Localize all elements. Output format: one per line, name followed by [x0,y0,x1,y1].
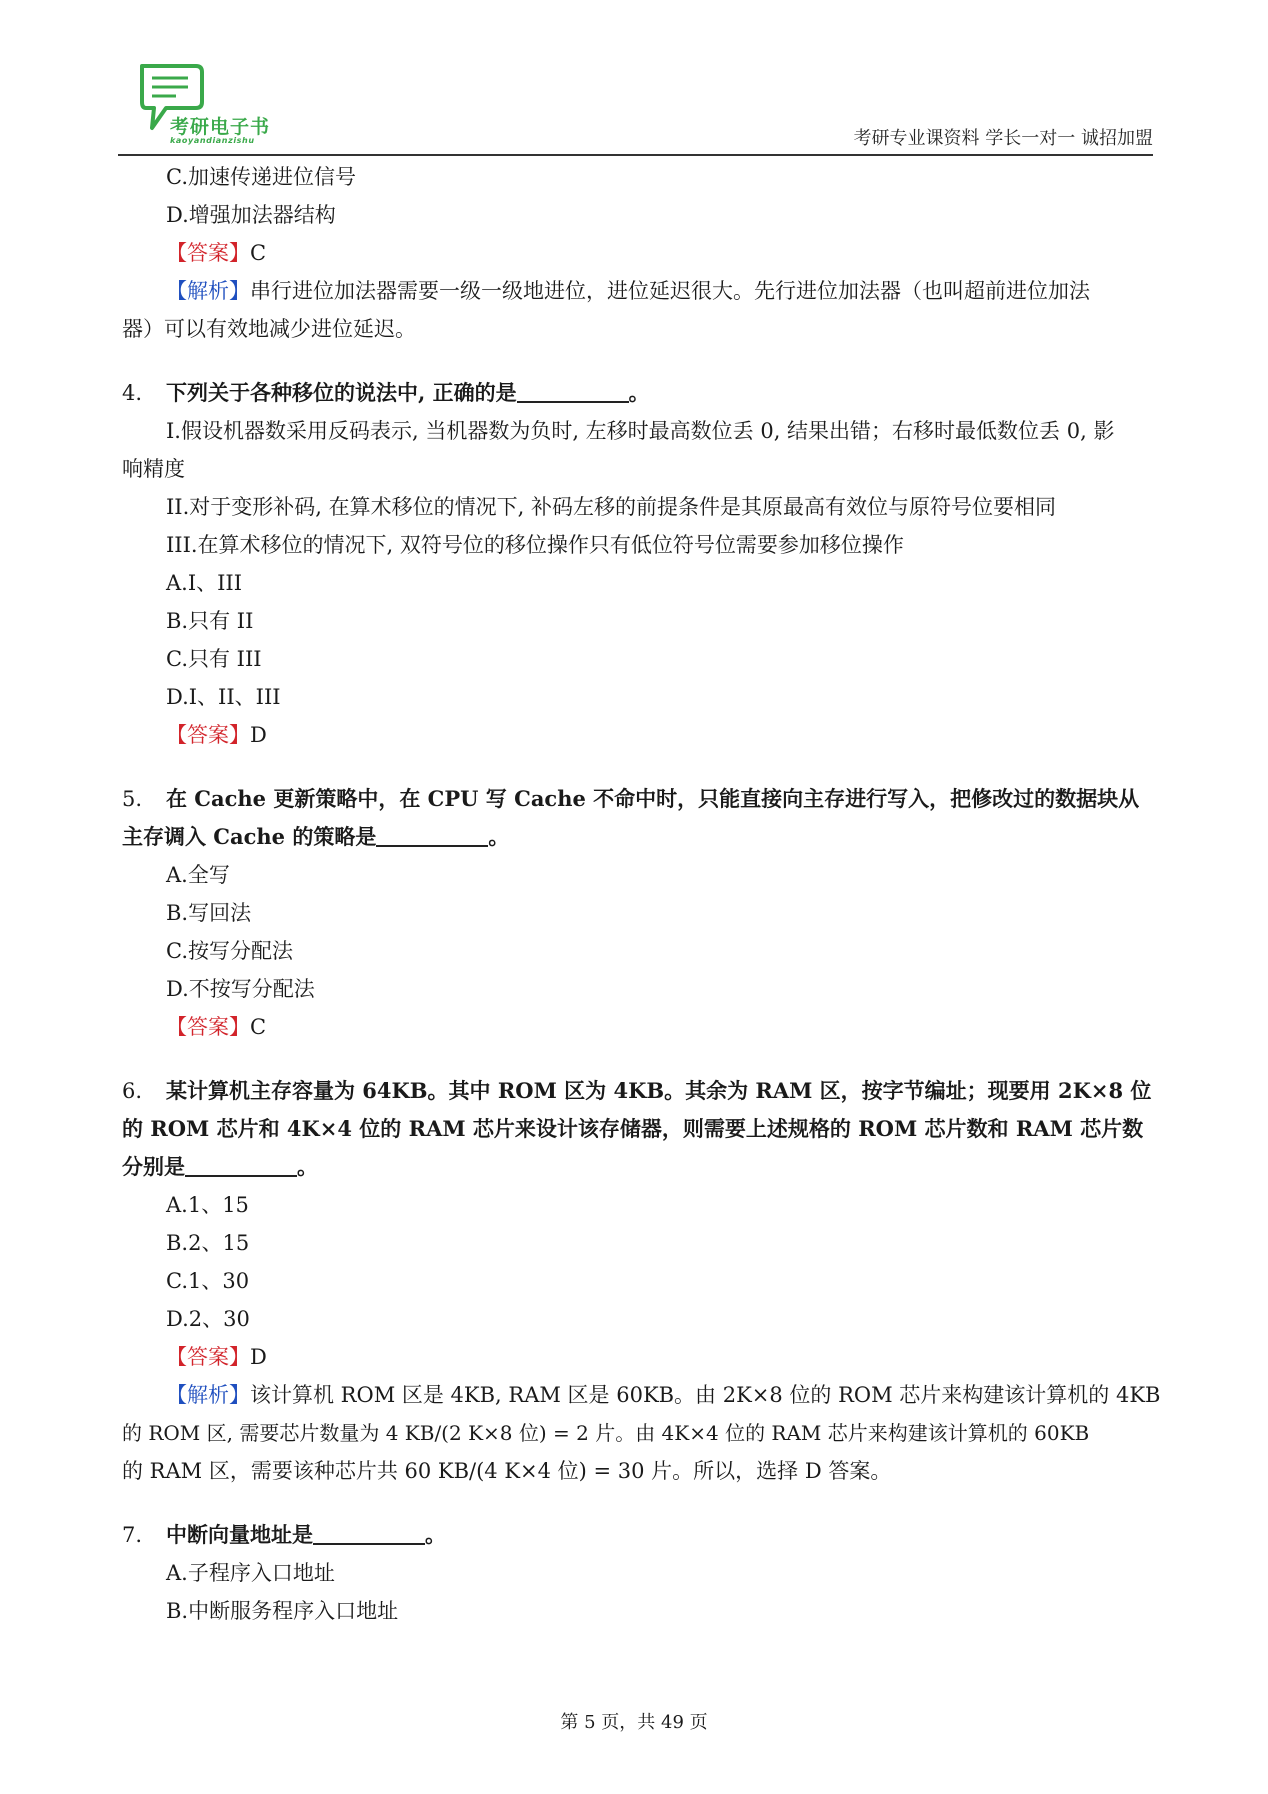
question-text: 某计算机主存容量为 64KB。其中 ROM 区为 4KB。其余为 RAM 区，按字节编址；现要用 2K×8 位 [166,1078,1152,1103]
question-text: 主存调入 Cache 的策略是 [122,824,377,849]
question-end-mark: 。 [628,380,650,405]
answer-label: 【答案】 [166,1015,250,1039]
question-text: 中断向量地址是 [166,1522,313,1547]
q7-stem [122,1520,446,1550]
answer-label: 【答案】 [166,1345,250,1369]
q4-statement-2: II.对于变形补码, 在算术移位的情况下, 补码左移的前提条件是其原最高有效位与原符号位要相同 [166,495,1056,519]
q6-explanation-line-2: 的 ROM 区, 需要芯片数量为 4 KB/(2 K×8 位) = 2 片。由 4K×4 位的 RAM 芯片来构建该计算机的 60KB [122,1421,1090,1445]
answer-value: D [250,1345,267,1369]
explanation-text: 串行进位加法器需要一级一级地进位，进位延迟很大。先行进位加法器（也叫超前进位加法 [250,279,1090,303]
question-number: 6. [122,1079,143,1103]
answer-label: 【答案】 [166,723,250,747]
q6-option-c: C.1、30 [166,1269,250,1293]
q7-option-a: A.子程序入口地址 [166,1561,335,1585]
question-number: 4. [122,381,143,405]
q4-statement-1-line-1: I.假设机器数采用反码表示, 当机器数为负时, 左移时最高数位丢 0, 结果出错；右移时最低数位丢 0, 影 [166,419,1115,443]
q6-option-b: B.2、15 [166,1231,250,1255]
q7-option-b: B.中断服务程序入口地址 [166,1599,399,1623]
q5-option-d: D.不按写分配法 [166,977,315,1001]
question-text: 在 Cache 更新策略中，在 CPU 写 Cache 不命中时，只能直接向主存进行写入，把修改过的数据块从 [166,786,1140,811]
q5-option-c: C.按写分配法 [166,939,293,963]
q3-option-d: D.增强加法器结构 [166,203,336,227]
explanation-label: 【解析】 [166,1383,250,1407]
question-number: 5. [122,787,143,811]
answer-value: C [250,241,267,265]
question-text: 下列关于各种移位的说法中, 正确的是 [166,380,517,405]
q6-option-d: D.2、30 [166,1307,250,1331]
q4-option-b: B.只有 II [166,609,254,633]
page-number: 第 5 页，共 49 页 [560,1712,708,1733]
q3-option-c: C.加速传递进位信号 [166,165,356,189]
q4-statement-1-line-2: 响精度 [122,457,185,481]
q4-option-d: D.I、II、III [166,685,281,709]
q4-answer [166,720,267,750]
q5-option-b: B.写回法 [166,901,252,925]
explanation-text: 该计算机 ROM 区是 4KB, RAM 区是 60KB。由 2K×8 位的 ROM 芯片来构建该计算机的 4KB [250,1383,1161,1407]
question-end-mark: 。 [425,1522,446,1547]
question-end-mark: 。 [297,1154,318,1179]
explanation-label: 【解析】 [166,279,250,303]
q6-answer [166,1342,267,1372]
header-slogan: 考研专业课资料 学长一对一 诚招加盟 [853,128,1153,149]
answer-blank [185,1153,297,1177]
q3-explanation-line-2: 器）可以有效地减少进位延迟。 [122,317,416,341]
q4-option-c: C.只有 III [166,647,262,671]
q5-stem-line-2 [122,822,509,852]
q6-option-a: A.1、15 [166,1193,249,1217]
q3-answer [166,238,266,268]
answer-value: C [250,1015,267,1039]
q5-stem-line-1 [122,784,1139,814]
logo-subtext: kaoyandianzishu [170,136,255,145]
q4-statement-3: III.在算术移位的情况下, 双符号位的移位操作只有低位符号位需要参加移位操作 [166,533,904,557]
logo [136,62,286,150]
question-text: 分别是 [122,1154,185,1179]
q6-stem-line-2: 的 ROM 芯片和 4K×4 位的 RAM 芯片来设计该存储器，则需要上述规格的 ROM 芯片数和 RAM 芯片数 [122,1116,1144,1141]
question-number: 7. [122,1523,143,1547]
q3-explanation-line-1 [166,276,1090,306]
answer-blank [517,379,629,403]
question-end-mark: 。 [488,824,510,849]
answer-label: 【答案】 [166,241,250,265]
logo-text: 考研电子书 [170,116,271,138]
q5-option-a: A.全写 [166,863,230,887]
q4-option-a: A.I、III [166,571,243,595]
q6-stem-line-1 [122,1076,1151,1106]
answer-blank [313,1521,425,1545]
answer-blank [376,823,488,847]
answer-value: D [250,723,267,747]
q6-stem-line-3 [122,1152,318,1182]
q6-explanation-line-3: 的 RAM 区，需要该种芯片共 60 KB/(4 K×4 位) = 30 片。所以，选择 D 答案。 [122,1459,892,1483]
q5-answer [166,1012,266,1042]
q6-explanation-line-1 [166,1380,1160,1410]
q4-stem [122,378,650,408]
header-divider [118,154,1153,156]
